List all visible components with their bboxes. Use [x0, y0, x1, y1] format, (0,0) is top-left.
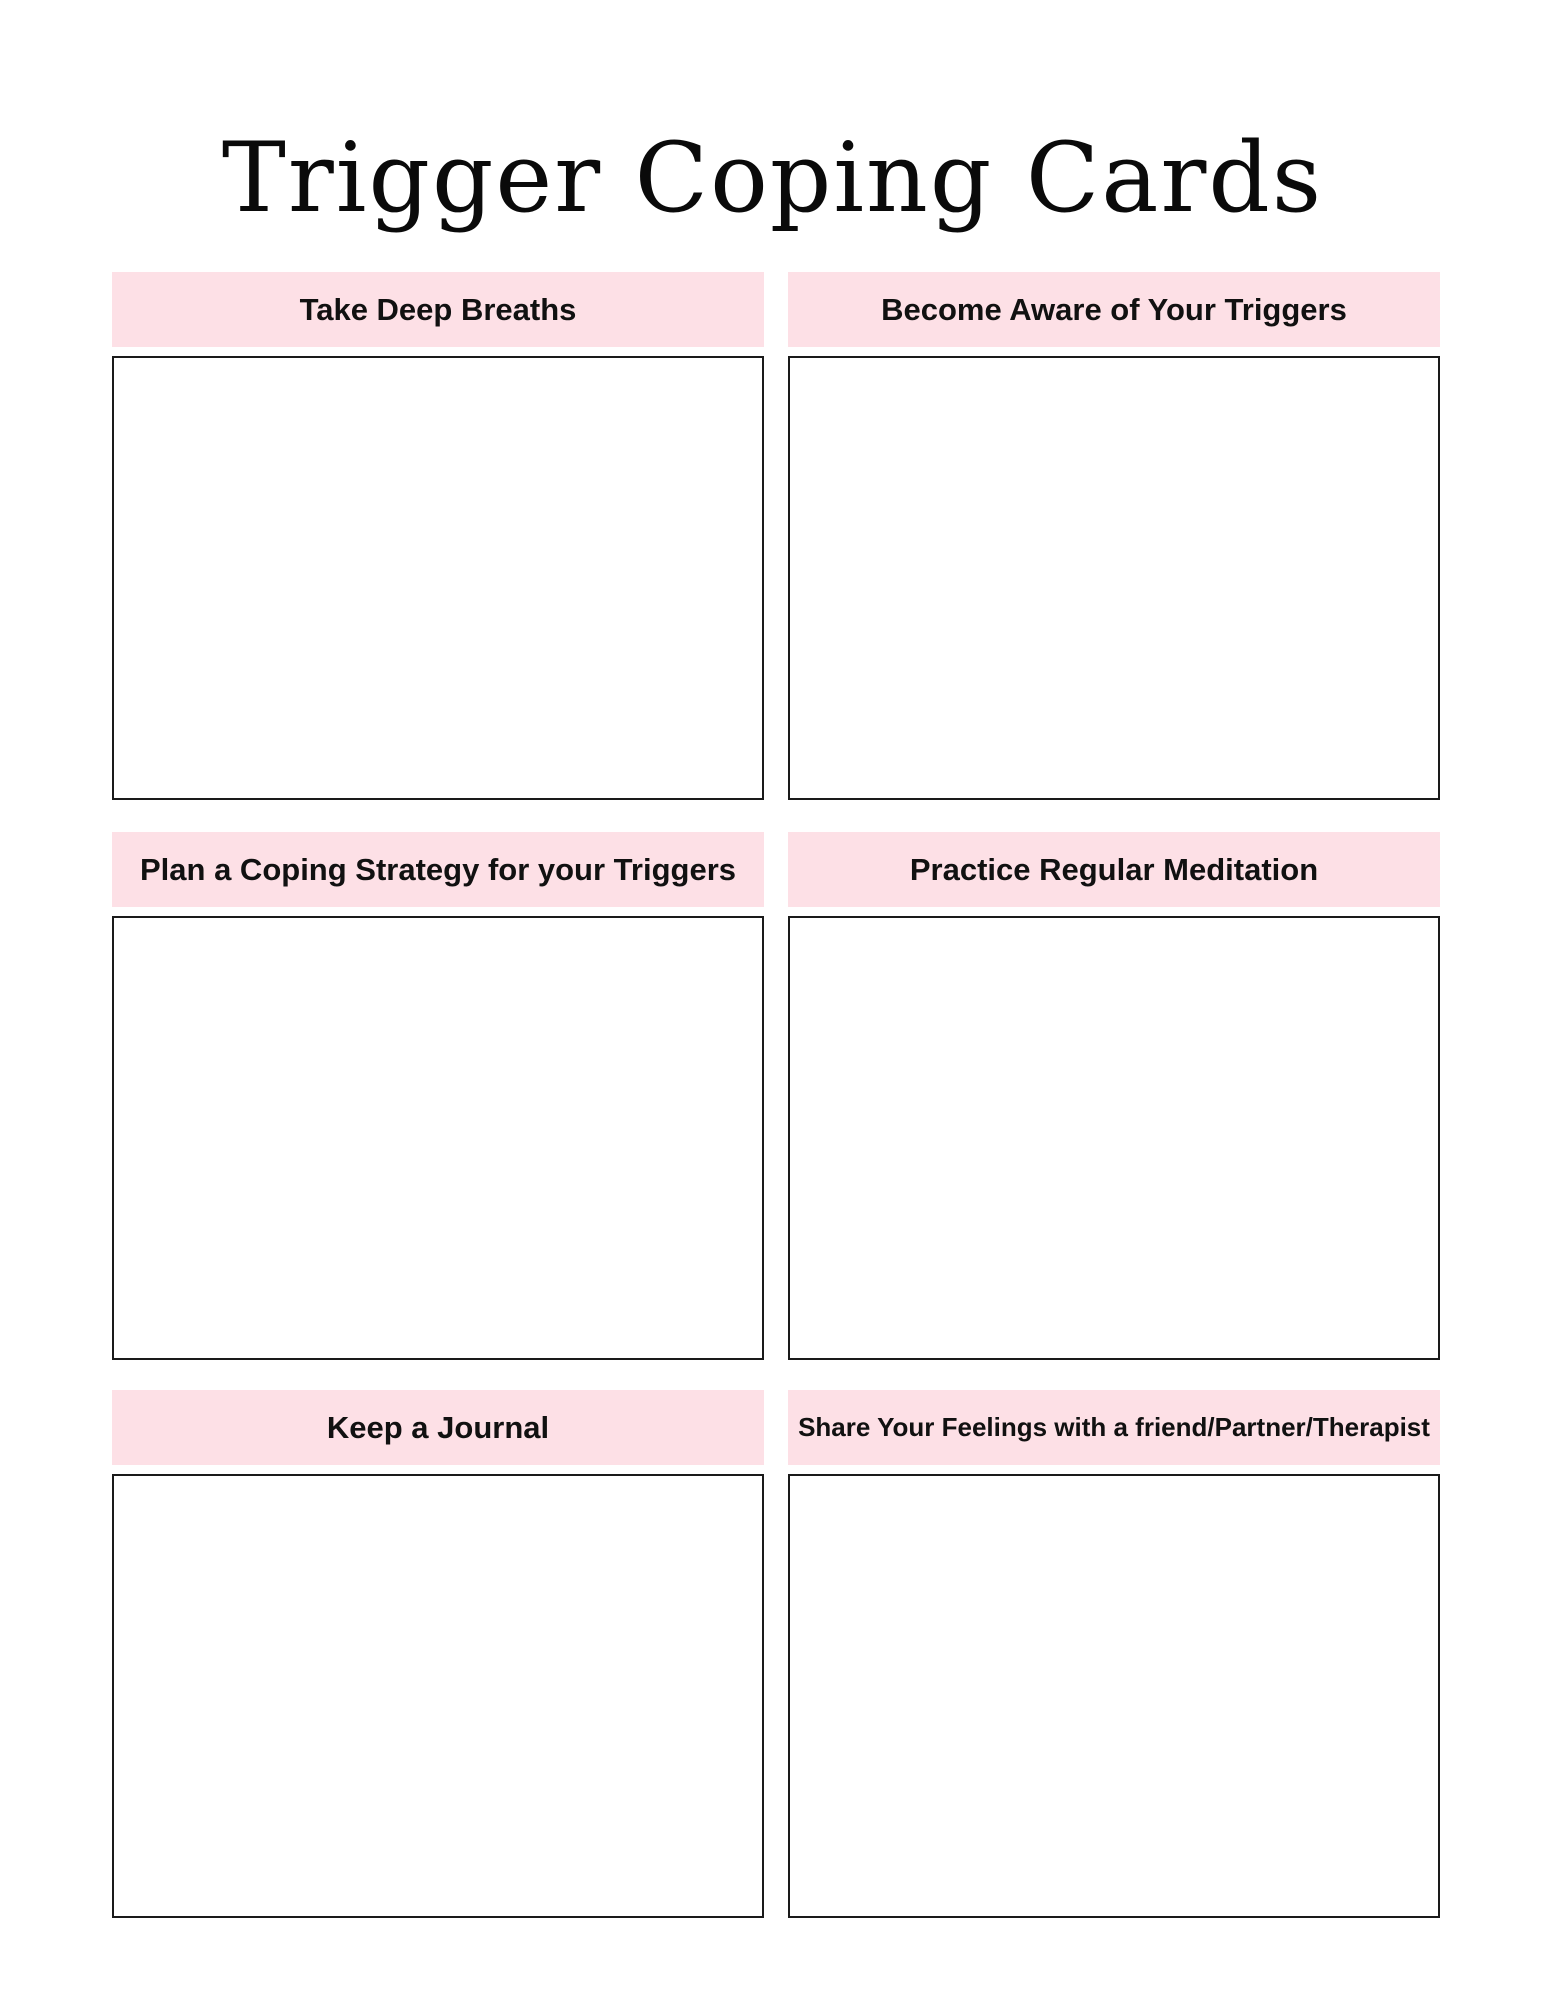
card-heading: Become Aware of Your Triggers — [788, 272, 1440, 347]
card-heading: Keep a Journal — [112, 1390, 764, 1465]
card-plan-coping-strategy — [112, 832, 764, 1360]
card-writing-box[interactable] — [788, 356, 1440, 800]
card-writing-box[interactable] — [112, 356, 764, 800]
card-practice-meditation — [788, 832, 1440, 1360]
card-writing-box[interactable] — [112, 916, 764, 1360]
card-become-aware — [788, 272, 1440, 800]
card-writing-box[interactable] — [788, 916, 1440, 1360]
card-take-deep-breaths — [112, 272, 764, 800]
card-writing-box[interactable] — [112, 1474, 764, 1918]
card-share-feelings — [788, 1390, 1440, 1918]
card-heading: Practice Regular Meditation — [788, 832, 1440, 907]
card-writing-box[interactable] — [788, 1474, 1440, 1918]
page-title: Trigger Coping Cards — [221, 122, 1324, 234]
card-heading: Share Your Feelings with a friend/Partner/Therapist — [788, 1390, 1440, 1465]
card-heading: Take Deep Breaths — [112, 272, 764, 347]
card-heading: Plan a Coping Strategy for your Triggers — [112, 832, 764, 907]
card-keep-journal — [112, 1390, 764, 1918]
